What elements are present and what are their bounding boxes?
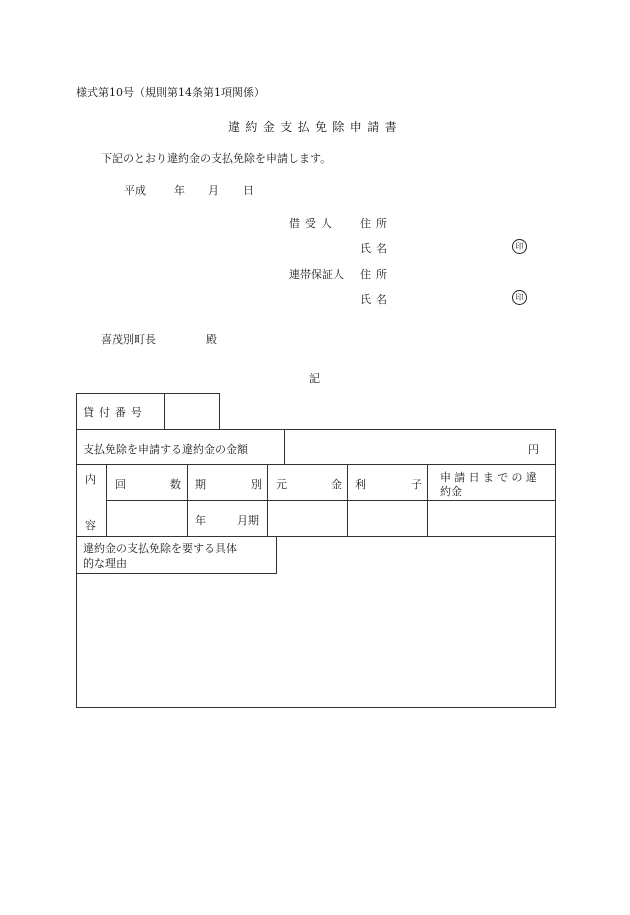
loan-number-divider <box>164 393 165 429</box>
period-header-a: 期 <box>195 478 206 491</box>
principal-col-divider <box>347 464 348 536</box>
yen-unit: 円 <box>528 443 539 456</box>
principal-header-b: 金 <box>331 478 342 491</box>
period-value-year: 年 <box>195 514 206 527</box>
principal-header-a: 元 <box>276 478 287 491</box>
borrower-seal-mark: 印 <box>512 239 527 254</box>
addressee-honorific: 殿 <box>206 333 217 346</box>
amount-divider <box>284 429 285 465</box>
borrower-label: 借受人 <box>289 217 337 230</box>
content-label-bottom: 容 <box>85 519 96 532</box>
interest-header-a: 利 <box>355 478 366 491</box>
penalty-header-line1: 申請日までの違 <box>440 471 541 484</box>
date-day-label: 日 <box>243 184 254 197</box>
loan-number-label: 貸付番号 <box>83 406 147 419</box>
intro-text: 下記のとおり違約金の支払免除を申請します。 <box>101 152 332 165</box>
content-col-divider <box>106 464 107 536</box>
date-year-label: 年 <box>174 184 185 197</box>
borrower-name-label: 氏名 <box>360 242 392 255</box>
interest-header-b: 子 <box>411 478 422 491</box>
content-label-top: 内 <box>85 473 96 486</box>
count-header-b: 数 <box>170 478 181 491</box>
ki-heading: 記 <box>309 372 320 385</box>
reason-label-line1: 違約金の支払免除を要する具体 <box>83 542 237 555</box>
guarantor-seal-mark: 印 <box>512 290 527 305</box>
header-row-bottom <box>106 500 556 501</box>
guarantor-address-label: 住所 <box>360 268 392 281</box>
form-number: 様式第10号（規則第14条第1項関係） <box>76 86 265 99</box>
date-month-label: 月 <box>208 184 219 197</box>
borrower-address-label: 住所 <box>360 217 392 230</box>
count-header-a: 回 <box>115 478 126 491</box>
penalty-header-line2: 約金 <box>440 485 462 498</box>
count-col-divider <box>187 464 188 536</box>
period-col-divider <box>267 464 268 536</box>
date-era: 平成 <box>124 184 146 197</box>
amount-label: 支払免除を申請する違約金の金額 <box>83 443 248 456</box>
period-header-b: 別 <box>251 478 262 491</box>
period-value-month: 月期 <box>237 514 259 527</box>
guarantor-label: 連帯保証人 <box>289 268 344 281</box>
amount-row-bottom <box>76 464 556 465</box>
document-title: 違約金支払免除申請書 <box>228 120 403 134</box>
interest-col-divider <box>427 464 428 536</box>
application-table <box>76 393 556 708</box>
addressee-name: 喜茂別町長 <box>101 333 156 346</box>
guarantor-name-label: 氏名 <box>360 293 392 306</box>
reason-label-line2: 的な理由 <box>83 557 127 570</box>
